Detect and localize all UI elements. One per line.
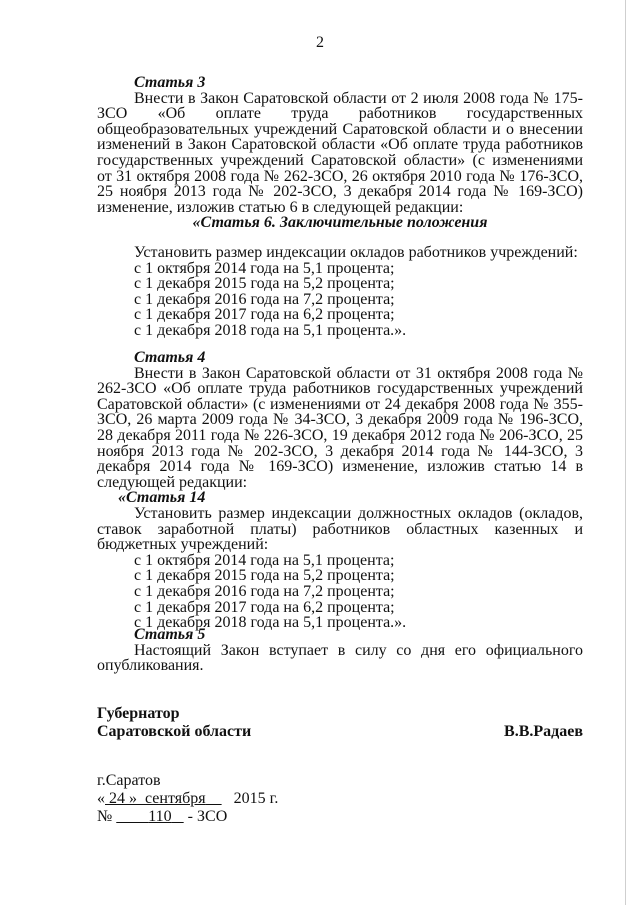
number-value: 110 — [148, 808, 172, 825]
article-4-title: Статья 4 — [134, 349, 206, 366]
article-4-text: Внести в Закон Саратовской области от 31 октября 2008 года № 262-ЗСО «Об оплате труда работников государственных учреждений Саратовской области» (с изменениями от 24 декабря 2008 года № 355-ЗСО, 26 марта 2009 года № 34-ЗСО, 3 декабря 2009 года № 196-ЗСО, 28 декабря 2011 года № 226-ЗСО, 19 декабря 2012 года № 206-ЗСО, 25 ноября 2013 года № 202-ЗСО, 3 декабря 2014 года № 144-ЗСО, 3 декабря 2014 года № 169-ЗСО) изменение, изложив статью 14 в следующей редакции: — [97, 364, 583, 491]
list-item: с 1 декабря 2017 года на 6,2 процента; — [134, 598, 395, 616]
article-14-quote-title: «Статья 14 — [118, 489, 206, 507]
article-3-intro: Установить размер индексации окладов работников учреждений: — [134, 244, 578, 261]
article-5 — [97, 627, 583, 674]
list-item: с 1 декабря 2016 года на 7,2 процента; — [134, 290, 395, 308]
article-5-title: Статья 5 — [134, 626, 206, 643]
number-sign: № — [97, 808, 113, 825]
article-4-intro: Установить размер индексации должностных окладов (окладов, ставок заработной платы) работников областных казенных и бюджетных учреждений: — [97, 504, 583, 554]
date-year: 2015 г. — [233, 790, 279, 807]
list-item: с 1 октября 2014 года на 5,1 процента; — [134, 551, 395, 569]
law-date — [97, 790, 278, 808]
position-line-1: Губернатор — [97, 705, 180, 722]
article-3-title: Статья 3 — [134, 74, 206, 91]
article-3-amendment — [97, 245, 583, 339]
signatory-name: В.В.Радаев — [504, 723, 583, 740]
page-number: 2 — [316, 34, 324, 51]
list-item: с 1 декабря 2015 года на 5,2 процента; — [134, 275, 395, 293]
list-item: с 1 декабря 2018 года на 5,1 процента.». — [134, 614, 407, 632]
page-edge-line — [625, 0, 626, 905]
number-suffix: - ЗСО — [187, 808, 228, 825]
place-and-date — [97, 772, 278, 826]
position-line-2: Саратовской области — [97, 723, 252, 740]
law-number — [97, 808, 278, 826]
list-item: с 1 декабря 2018 года на 5,1 процента.». — [134, 321, 407, 339]
list-item: с 1 октября 2014 года на 5,1 процента; — [134, 259, 395, 277]
article-6-quote-title: «Статья 6. Заключительные положения — [192, 214, 488, 232]
date-day: 24 » сентября — [109, 790, 206, 807]
list-item: с 1 декабря 2016 года на 7,2 процента; — [134, 582, 395, 600]
list-item: с 1 декабря 2015 года на 5,2 процента; — [134, 567, 395, 585]
city: г.Саратов — [97, 772, 161, 789]
article-3-text: Внести в Закон Саратовской области от 2 июля 2008 года № 175-ЗСО «Об оплате труда работников государственных общеобразовательных учреждений Саратовской области и о внесении изменений в Закон Саратовской области «Об оплате труда работников государственных учреждений Саратовской области» (с изменениями от 31 октября 2008 года № 262-ЗСО, 26 октября 2010 года № 176-ЗСО, 25 ноября 2013 года № 202-ЗСО, 3 декабря 2014 года № 169-ЗСО) изменение, изложив статью 6 в следующей редакции: — [97, 89, 583, 216]
article-4 — [97, 350, 583, 631]
article-5-text: Настоящий Закон вступает в силу со дня его официального опубликования. — [97, 641, 583, 675]
date-open: « — [97, 790, 105, 807]
article-3 — [97, 75, 583, 231]
list-item: с 1 декабря 2017 года на 6,2 процента; — [134, 306, 395, 324]
